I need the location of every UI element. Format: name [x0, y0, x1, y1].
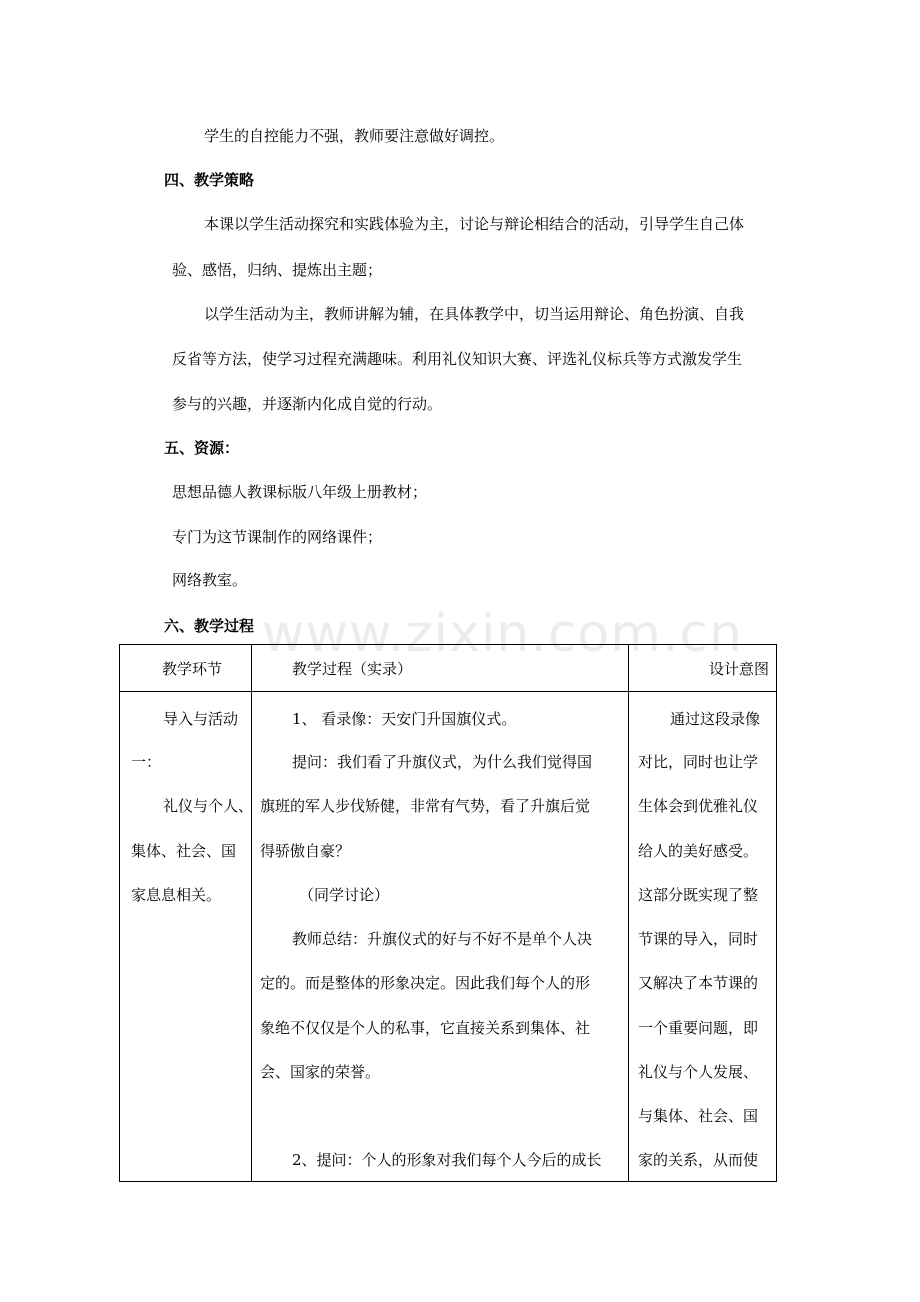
table-cell-process: 得骄傲自豪？ [260, 842, 351, 860]
table-cell-process: 提问：我们看了升旗仪式，为什么我们觉得国 [292, 753, 593, 771]
table-cell-intent: 与集体、社会、国 [638, 1107, 759, 1125]
table-divider [628, 645, 629, 1181]
table-cell-process: 教师总结：升旗仪式的好与不好不是单个人决 [292, 930, 593, 948]
table-cell-stage: 集体、社会、国 [131, 842, 237, 860]
table-cell-process: 2、提问：个人的形象对我们每个人今后的成长 [292, 1151, 602, 1169]
table-cell-stage: 礼仪与个人、 [163, 797, 254, 815]
table-cell-process: 旗班的军人步伐矫健，非常有气势，看了升旗后觉 [260, 797, 591, 815]
resource-item: 网络教室。 [172, 571, 248, 589]
watermark: www.zixin.com.cn [262, 604, 743, 664]
table-header-intent: 设计意图 [709, 660, 770, 678]
paragraph-line: 验、感悟，归纳、提炼出主题； [172, 261, 383, 279]
paragraph-line: 本课以学生活动探究和实践体验为主，讨论与辩论相结合的活动，引导学生自己体 [204, 215, 745, 233]
paragraph-line: 参与的兴趣，并逐渐内化成自觉的行动。 [172, 395, 443, 413]
table-cell-intent: 对比，同时也让学 [638, 753, 759, 771]
table-cell-process: 象绝不仅仅是个人的私事，它直接关系到集体、社 [260, 1019, 591, 1037]
resource-item: 专门为这节课制作的网络课件； [172, 528, 383, 546]
resource-item: 思想品德人教课标版八年级上册教材； [172, 483, 428, 501]
table-divider [251, 645, 252, 1181]
section-heading-process: 六、教学过程 [164, 617, 255, 635]
table-cell-process: 定的。而是整体的形象决定。因此我们每个人的形 [260, 974, 591, 992]
table-cell-stage: 家息息相关。 [131, 886, 222, 904]
table-cell-intent: 给人的美好感受。 [638, 842, 759, 860]
table-cell-stage: 导入与活动 [163, 710, 239, 728]
table-cell-process: 1、 看录像：天安门升国旗仪式。 [292, 710, 517, 728]
paragraph-line: 学生的自控能力不强，教师要注意做好调控。 [204, 127, 505, 145]
table-cell-intent: 一个重要问题，即 [638, 1019, 759, 1037]
table-cell-intent: 又解决了本节课的 [638, 974, 759, 992]
table-cell-process: （同学讨论） [299, 886, 390, 904]
table-cell-intent: 礼仪与个人发展、 [638, 1063, 759, 1081]
table-cell-intent: 这部分既实现了整 [638, 886, 759, 904]
table-cell-intent: 通过这段录像 [670, 710, 761, 728]
paragraph-line: 以学生活动为主，教师讲解为辅，在具体教学中，切当运用辩论、角色扮演、自我 [204, 305, 745, 323]
section-heading-resources: 五、资源： [164, 439, 240, 457]
table-cell-intent: 生体会到优雅礼仪 [638, 797, 759, 815]
table-header-stage: 教学环节 [162, 660, 223, 678]
section-heading-strategy: 四、教学策略 [164, 171, 255, 189]
table-header-process: 教学过程（实录） [292, 660, 413, 678]
table-cell-intent: 节课的导入，同时 [638, 930, 759, 948]
table-cell-stage: 一： [131, 753, 162, 771]
table-cell-intent: 家的关系，从而使 [638, 1151, 759, 1169]
table-divider [120, 691, 776, 692]
table-cell-process: 会、国家的荣誉。 [260, 1063, 381, 1081]
paragraph-line: 反省等方法，使学习过程充满趣味。利用礼仪知识大赛、评选礼仪标兵等方式激发学生 [172, 350, 743, 368]
teaching-process-table [119, 644, 777, 1182]
